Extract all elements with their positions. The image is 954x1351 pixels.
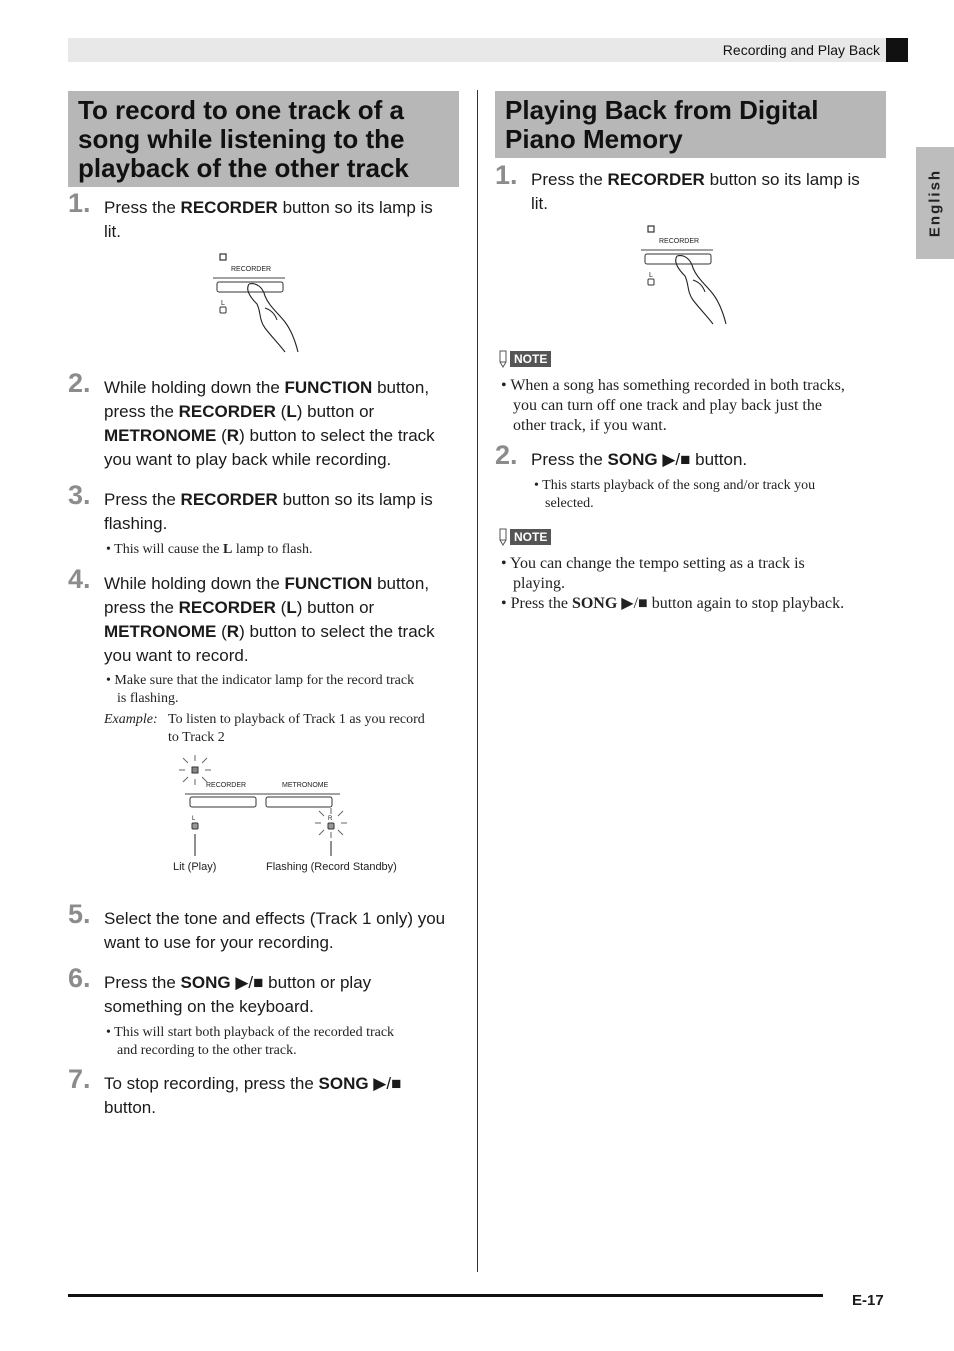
step-3-bullet: • This will cause the L lamp to flash. [106, 542, 313, 557]
note-1-text: • When a song has something recorded in both tracks, you can turn off one track and play back just the other track, if you want. [501, 377, 845, 434]
svg-text:R: R [328, 816, 333, 822]
step-number: 2. [68, 368, 91, 398]
caption-flashing: Flashing (Record Standby) [266, 861, 397, 873]
header-title: Recording and Play Back [722, 42, 880, 58]
step-number: 5. [68, 899, 91, 929]
right-section-heading [495, 91, 886, 158]
right-step-2-bullet: • This starts playback of the song and/or track you selected. [534, 478, 816, 511]
note-2-header [496, 528, 551, 546]
step-number: 1. [495, 160, 518, 190]
step-2-text: While holding down the FUNCTION button, press the RECORDER (L) button or METRONOME (R) button to select the track you want to play back while recording. [104, 378, 435, 469]
right-step-2-text: Press the SONG ▶/■ button. [531, 450, 748, 469]
header-marker [886, 38, 908, 62]
heading-line: Playing Back from Digital [505, 95, 819, 125]
note-1-header [496, 350, 551, 368]
svg-text:L: L [221, 300, 225, 307]
note-2-text: • You can change the tempo setting as a track is playing. • Press the SONG ▶/■ button again to stop playback. [501, 555, 845, 612]
step-number: 7. [68, 1064, 91, 1094]
fig1-recorder-label: RECORDER [231, 266, 272, 273]
svg-text:METRONOME: METRONOME [282, 782, 329, 789]
heading-line: playback of the other track [78, 153, 409, 183]
step-6-text: Press the SONG ▶/■ button or play something on the keyboard. [104, 973, 372, 1016]
svg-text:L: L [192, 816, 196, 822]
recorder-button-illustration-right [633, 220, 748, 328]
column-divider [477, 90, 478, 1272]
page-number: E-17 [852, 1292, 884, 1309]
note-pencil-icon [496, 350, 510, 368]
svg-text:RECORDER: RECORDER [206, 782, 247, 789]
heading-line: song while listening to the [78, 124, 405, 154]
step-number: 4. [68, 564, 91, 594]
step-number: 3. [68, 480, 91, 510]
step-number: 2. [495, 440, 518, 470]
right-step-1-text: Press the RECORDER button so its lamp is lit. [531, 170, 860, 213]
step-3-text: Press the RECORDER button so its lamp is flashing. [104, 490, 433, 533]
step-6-bullet: • This will start both playback of the recorded track and recording to the other track. [106, 1025, 395, 1058]
svg-text:RECORDER: RECORDER [659, 238, 700, 245]
step-5-text: Select the tone and effects (Track 1 only) you want to use for your recording. [104, 909, 446, 952]
left-section-heading [68, 91, 459, 187]
heading-line: Piano Memory [505, 124, 683, 154]
language-tab [916, 147, 954, 259]
heading-line: To record to one track of a [78, 95, 405, 125]
step-number: 1. [68, 188, 91, 218]
language-tab-label: English [926, 168, 944, 238]
caption-lit-play: Lit (Play) [173, 861, 217, 873]
step-4-text: While holding down the FUNCTION button, press the RECORDER (L) button or METRONOME (R) button to select the track you want to record. [104, 574, 435, 665]
svg-text:L: L [649, 272, 653, 279]
note-badge: NOTE [510, 351, 551, 367]
step-1-text: Press the RECORDER button so its lamp is lit. [104, 198, 433, 241]
footer-rule [68, 1294, 823, 1297]
note-pencil-icon [496, 528, 510, 546]
step-4-bullet: • Make sure that the indicator lamp for the record track is flashing. [106, 673, 415, 706]
recorder-button-illustration [205, 248, 320, 356]
step-number: 6. [68, 963, 91, 993]
step-7-text: To stop recording, press the SONG ▶/■ button. [104, 1074, 402, 1117]
step-4-example: Example: To listen to playback of Track 1 as you record to Track 2 [104, 712, 425, 745]
note-badge: NOTE [510, 529, 551, 545]
